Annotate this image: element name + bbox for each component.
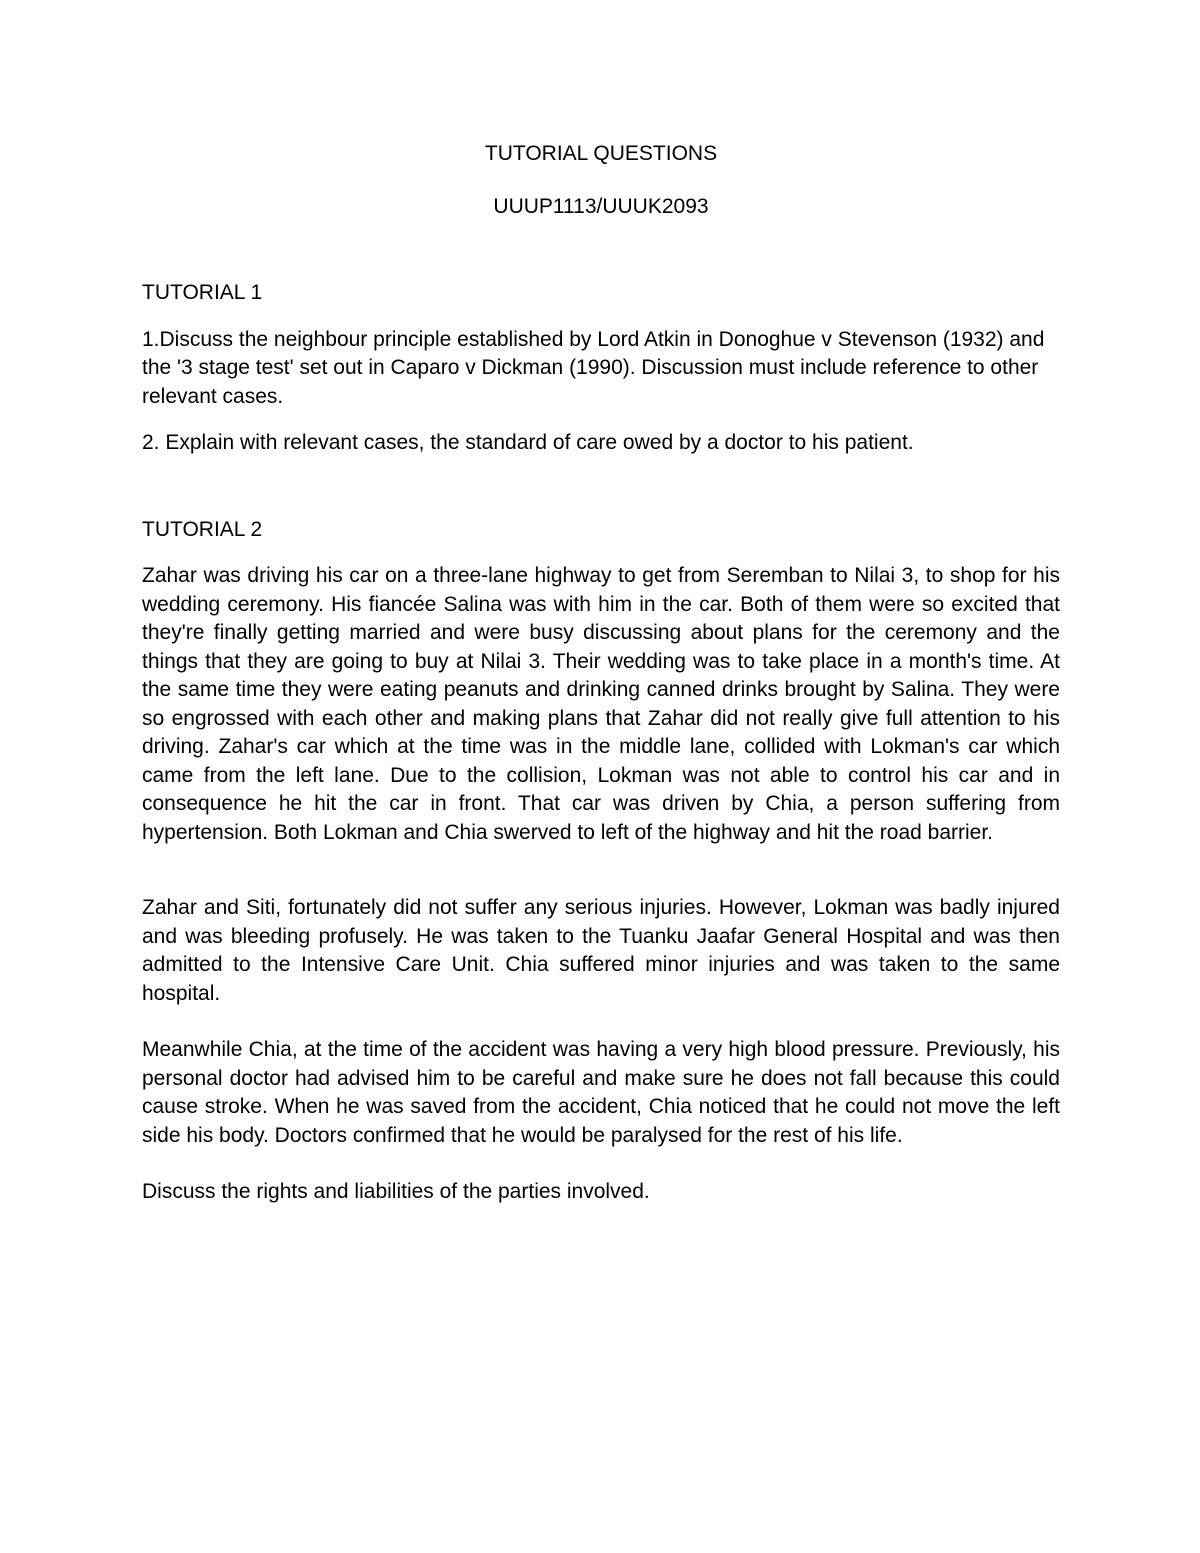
tutorial-2-scenario-paragraph-1: Zahar was driving his car on a three-lane highway to get from Seremban to Nilai 3, to shop for his wedding ceremony. His fiancée Salina was with him in the car. Both of them were so excited that they're finally getting married and were busy discussing about plans for the ceremony and the things that they are going to buy at Nilai 3. Their wedding was to take place in a month's time. At the same time they were eating peanuts and drinking canned drinks brought by Salina. They were so engrossed with each other and making plans that Zahar did not really give full attention to his driving. Zahar's car which at the time was in the middle lane, collided with Lokman's car which came from the left lane. Due to the collision, Lokman was not able to control his car and in consequence he hit the car in front. That car was driven by Chia, a person suffering from hypertension. Both Lokman and Chia swerved to left of the highway and hit the road barrier. (142, 564, 1060, 844)
tutorial-1-question-1: 1.Discuss the neighbour principle established by Lord Atkin in Donoghue v Stevenson (1932) and the '3 stage test' set out in Caparo v Dickman (1990). Discussion must include reference to other relevant cases. (142, 327, 1045, 408)
tutorial-2-scenario-paragraph-3: Meanwhile Chia, at the time of the accident was having a very high blood pressure. Previously, his personal doctor had advised him to be careful and make sure he does not fall because this could cause stroke. When he was saved from the accident, Chia noticed that he could not move the left side his body. Doctors confirmed that he would be paralysed for the rest of his life. (142, 1038, 1060, 1147)
tutorial-2-heading: TUTORIAL 2 (142, 517, 263, 541)
tutorial-2-instruction: Discuss the rights and liabilities of the parties involved. (142, 1180, 650, 1203)
document-body (142, 140, 1060, 1207)
tutorial-1-heading: TUTORIAL 1 (142, 281, 263, 304)
document-title: TUTORIAL QUESTIONS (484, 142, 718, 165)
tutorial-1-question-2: 2. Explain with relevant cases, the standard of care owed by a doctor to his patient. (142, 431, 914, 454)
tutorial-2-scenario-paragraph-2: Zahar and Siti, fortunately did not suffer any serious injuries. However, Lokman was badly injured and was bleeding profusely. He was taken to the Tuanku Jaafar General Hospital and was then admitted to the Intensive Care Unit. Chia suffered minor injuries and was taken to the same hospital. (142, 896, 1060, 1005)
course-code: UUUP1113/UUUK2093 (493, 194, 709, 218)
